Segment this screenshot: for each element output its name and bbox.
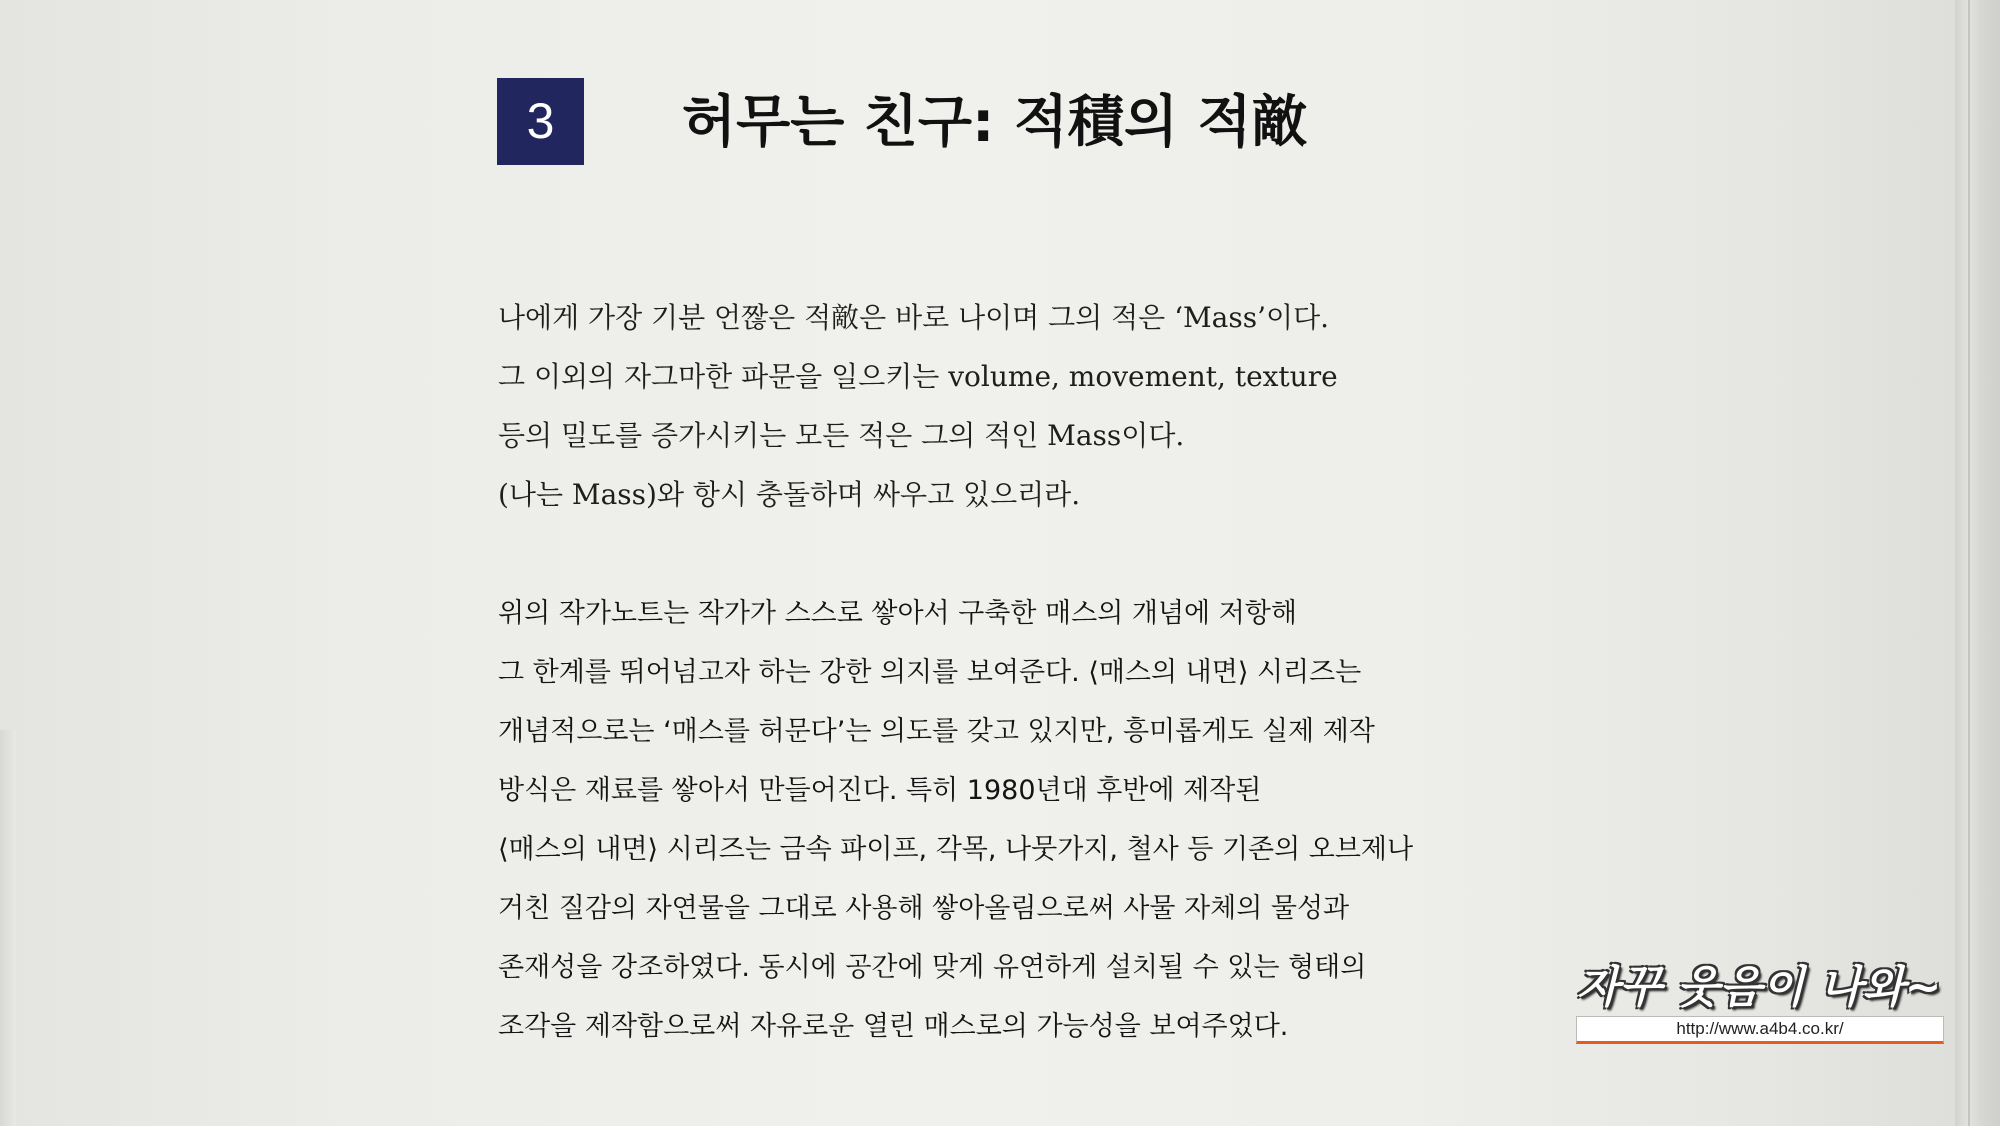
artist-note-quote [498,288,1338,524]
watermark-url-bar [1576,1016,1944,1044]
quote-line: 그 이외의 자그마한 파문을 일으키는 volume, movement, texture [498,360,1338,393]
section-title: 허무는 친구: 적積의 적敵 [682,90,1308,155]
quote-line: 등의 밀도를 증가시키는 모든 적은 그의 적인 Mass이다. [498,419,1185,452]
quote-line: (나는 Mass)와 항시 충돌하며 싸우고 있으리라. [498,478,1081,511]
wall-corner [1955,0,2000,1126]
body-line: 존재성을 강조하였다. 동시에 공간에 맞게 유연하게 설치될 수 있는 형태의 [498,952,1367,983]
quote-line: 나에게 가장 기분 언짢은 적敵은 바로 나이며 그의 적은 ‘Mass’이다. [498,301,1330,334]
description-paragraph [498,584,1413,1056]
body-line: 그 한계를 뛰어넘고자 하는 강한 의지를 보여준다. ⟨매스의 내면⟩ 시리즈는 [498,657,1362,688]
body-line: ⟨매스의 내면⟩ 시리즈는 금속 파이프, 각목, 나뭇가지, 철사 등 기존의 오브제나 [498,834,1414,865]
body-line: 위의 작가노트는 작가가 스스로 쌓아서 구축한 매스의 개념에 저항해 [498,598,1297,629]
body-line: 거친 질감의 자연물을 그대로 사용해 쌓아올림으로써 사물 자체의 물성과 [498,893,1350,924]
watermark-text: 자꾸 웃음이 나와~ [1576,962,1942,1013]
wall-corner-line [1968,0,1970,1126]
body-line: 개념적으로는 ‘매스를 허문다’는 의도를 갖고 있지만, 흥미롭게도 실제 제작 [498,716,1375,747]
section-number-badge: 3 [497,78,584,165]
body-line: 방식은 재료를 쌓아서 만들어진다. 특히 1980년대 후반에 제작된 [498,775,1262,806]
body-line: 조각을 제작함으로써 자유로운 열린 매스로의 가능성을 보여주었다. [498,1011,1289,1042]
wall-shadow [0,730,16,1126]
watermark [1574,960,1944,1044]
watermark-url: http://www.a4b4.co.kr/ [1676,1019,1844,1038]
